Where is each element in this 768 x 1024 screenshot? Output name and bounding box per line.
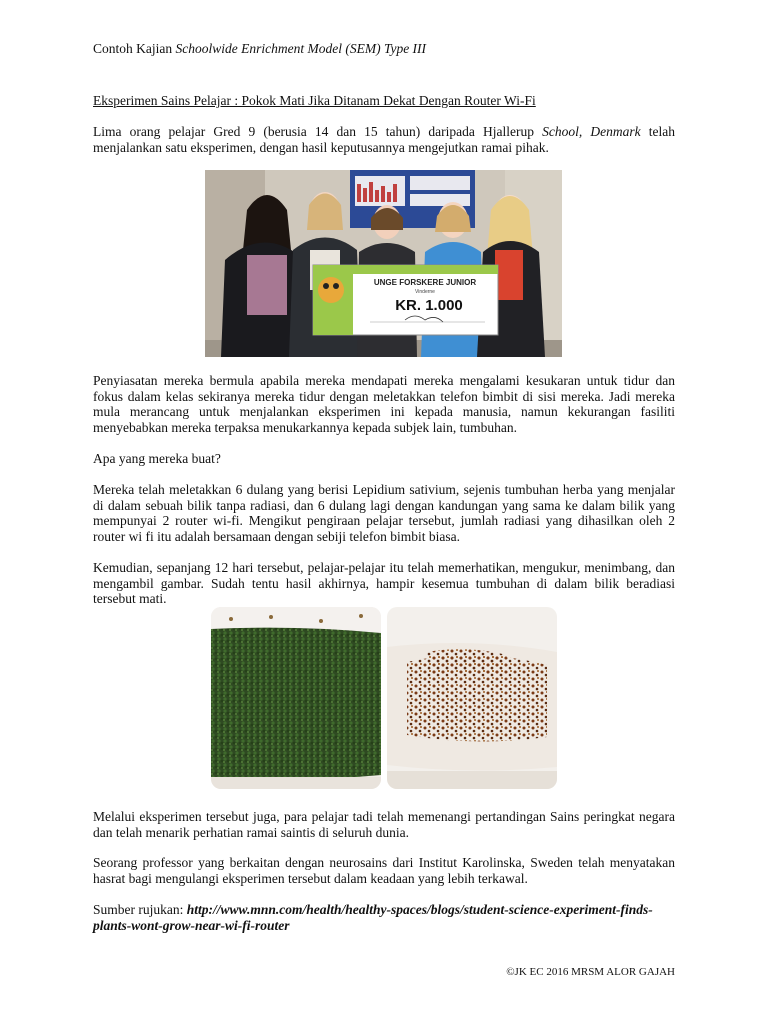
source-link[interactable]: http://www.mnn.com/health/healthy-spaces/blogs/student-science-experiment-finds-plants-wont-grow-near-wi-fi-router	[93, 902, 653, 933]
paragraph-investigation: Penyiasatan mereka bermula apabila mereka mendapati mereka mengalami kesukaran untuk tidur dan fokus dalam kelas sekiranya mereka tidur dengan meletakkan telefon bimbit di sisi mereka. Jadi mereka mula merancang untuk menjalankan eksperimen ini kepada manusia, namun kekurangan fasiliti menyebabkan mereka terpaksa menukarkannya kepada subjek lain, tumbuhan.	[93, 373, 675, 435]
intro-text-2: telah menjalankan satu eksperimen, dengan hasil keputusannya mengejutkan ramai pihak.	[93, 124, 676, 155]
article-title: Eksperimen Sains Pelajar : Pokok Mati Jika Ditanam Dekat Dengan Router Wi-Fi	[93, 93, 536, 108]
paragraph-professor: Seorang professor yang berkaitan dengan neurosains dari Institut Karolinska, Sweden telah menyatakan hasrat bagi mengulangi eksperimen tersebut dalam keadaan yang lebih terkawal.	[93, 855, 675, 886]
check-amount-text: KR. 1.000	[395, 297, 463, 314]
intro-paragraph	[93, 124, 675, 155]
students-group-photo	[205, 170, 562, 357]
intro-italic: School, Denmark	[542, 124, 641, 139]
check-subtitle-text: Vinderne	[415, 289, 435, 295]
paragraph-method: Mereka telah meletakkan 6 dulang yang berisi Lepidium sativium, sejenis tumbuhan herba yang menjalar di dalam sebuah bilik tanpa radiasi, dan 6 dulang lagi dengan kandungan yang sama ke dalam bilik yang mempunyai 2 router wi-fi. Mengikut pengiraan pelajar tersebut, jumlah radiasi yang dihasilkan oleh 2 router wi fi itu adalah bersamaan dengan sebiji telefon bimbit biasa.	[93, 482, 675, 544]
dead-plants-photo	[387, 607, 557, 789]
header-prefix: Contoh Kajian	[93, 41, 173, 56]
header-italic: Schoolwide Enrichment Model (SEM) Type III	[175, 41, 427, 56]
page-header	[93, 41, 426, 57]
paragraph-question: Apa yang mereka buat?	[93, 451, 221, 466]
paragraph-award: Melalui eksperimen tersebut juga, para pelajar tadi telah memenangi pertandingan Sains peringkat negara dan telah menarik perhatian ramai saintis di seluruh dunia.	[93, 809, 675, 840]
intro-text-1: Lima orang pelajar Gred 9 (berusia 14 dan 15 tahun) daripada Hjallerup	[93, 124, 534, 139]
paragraph-observation: Kemudian, sepanjang 12 hari tersebut, pelajar-pelajar itu telah memerhatikan, mengukur, menimbang, dan mengambil gambar. Sudah tentu hasil akhirnya, hampir kesemua tumbuhan di dalam bilik beradiasi tersebut mati.	[93, 560, 675, 607]
check-header-text: UNGE FORSKERE JUNIOR	[373, 278, 477, 287]
source-label: Sumber rujukan:	[93, 902, 184, 917]
source-reference	[93, 902, 675, 933]
page-footer: ©JK EC 2016 MRSM ALOR GAJAH	[506, 966, 675, 978]
healthy-plants-photo	[211, 607, 381, 789]
